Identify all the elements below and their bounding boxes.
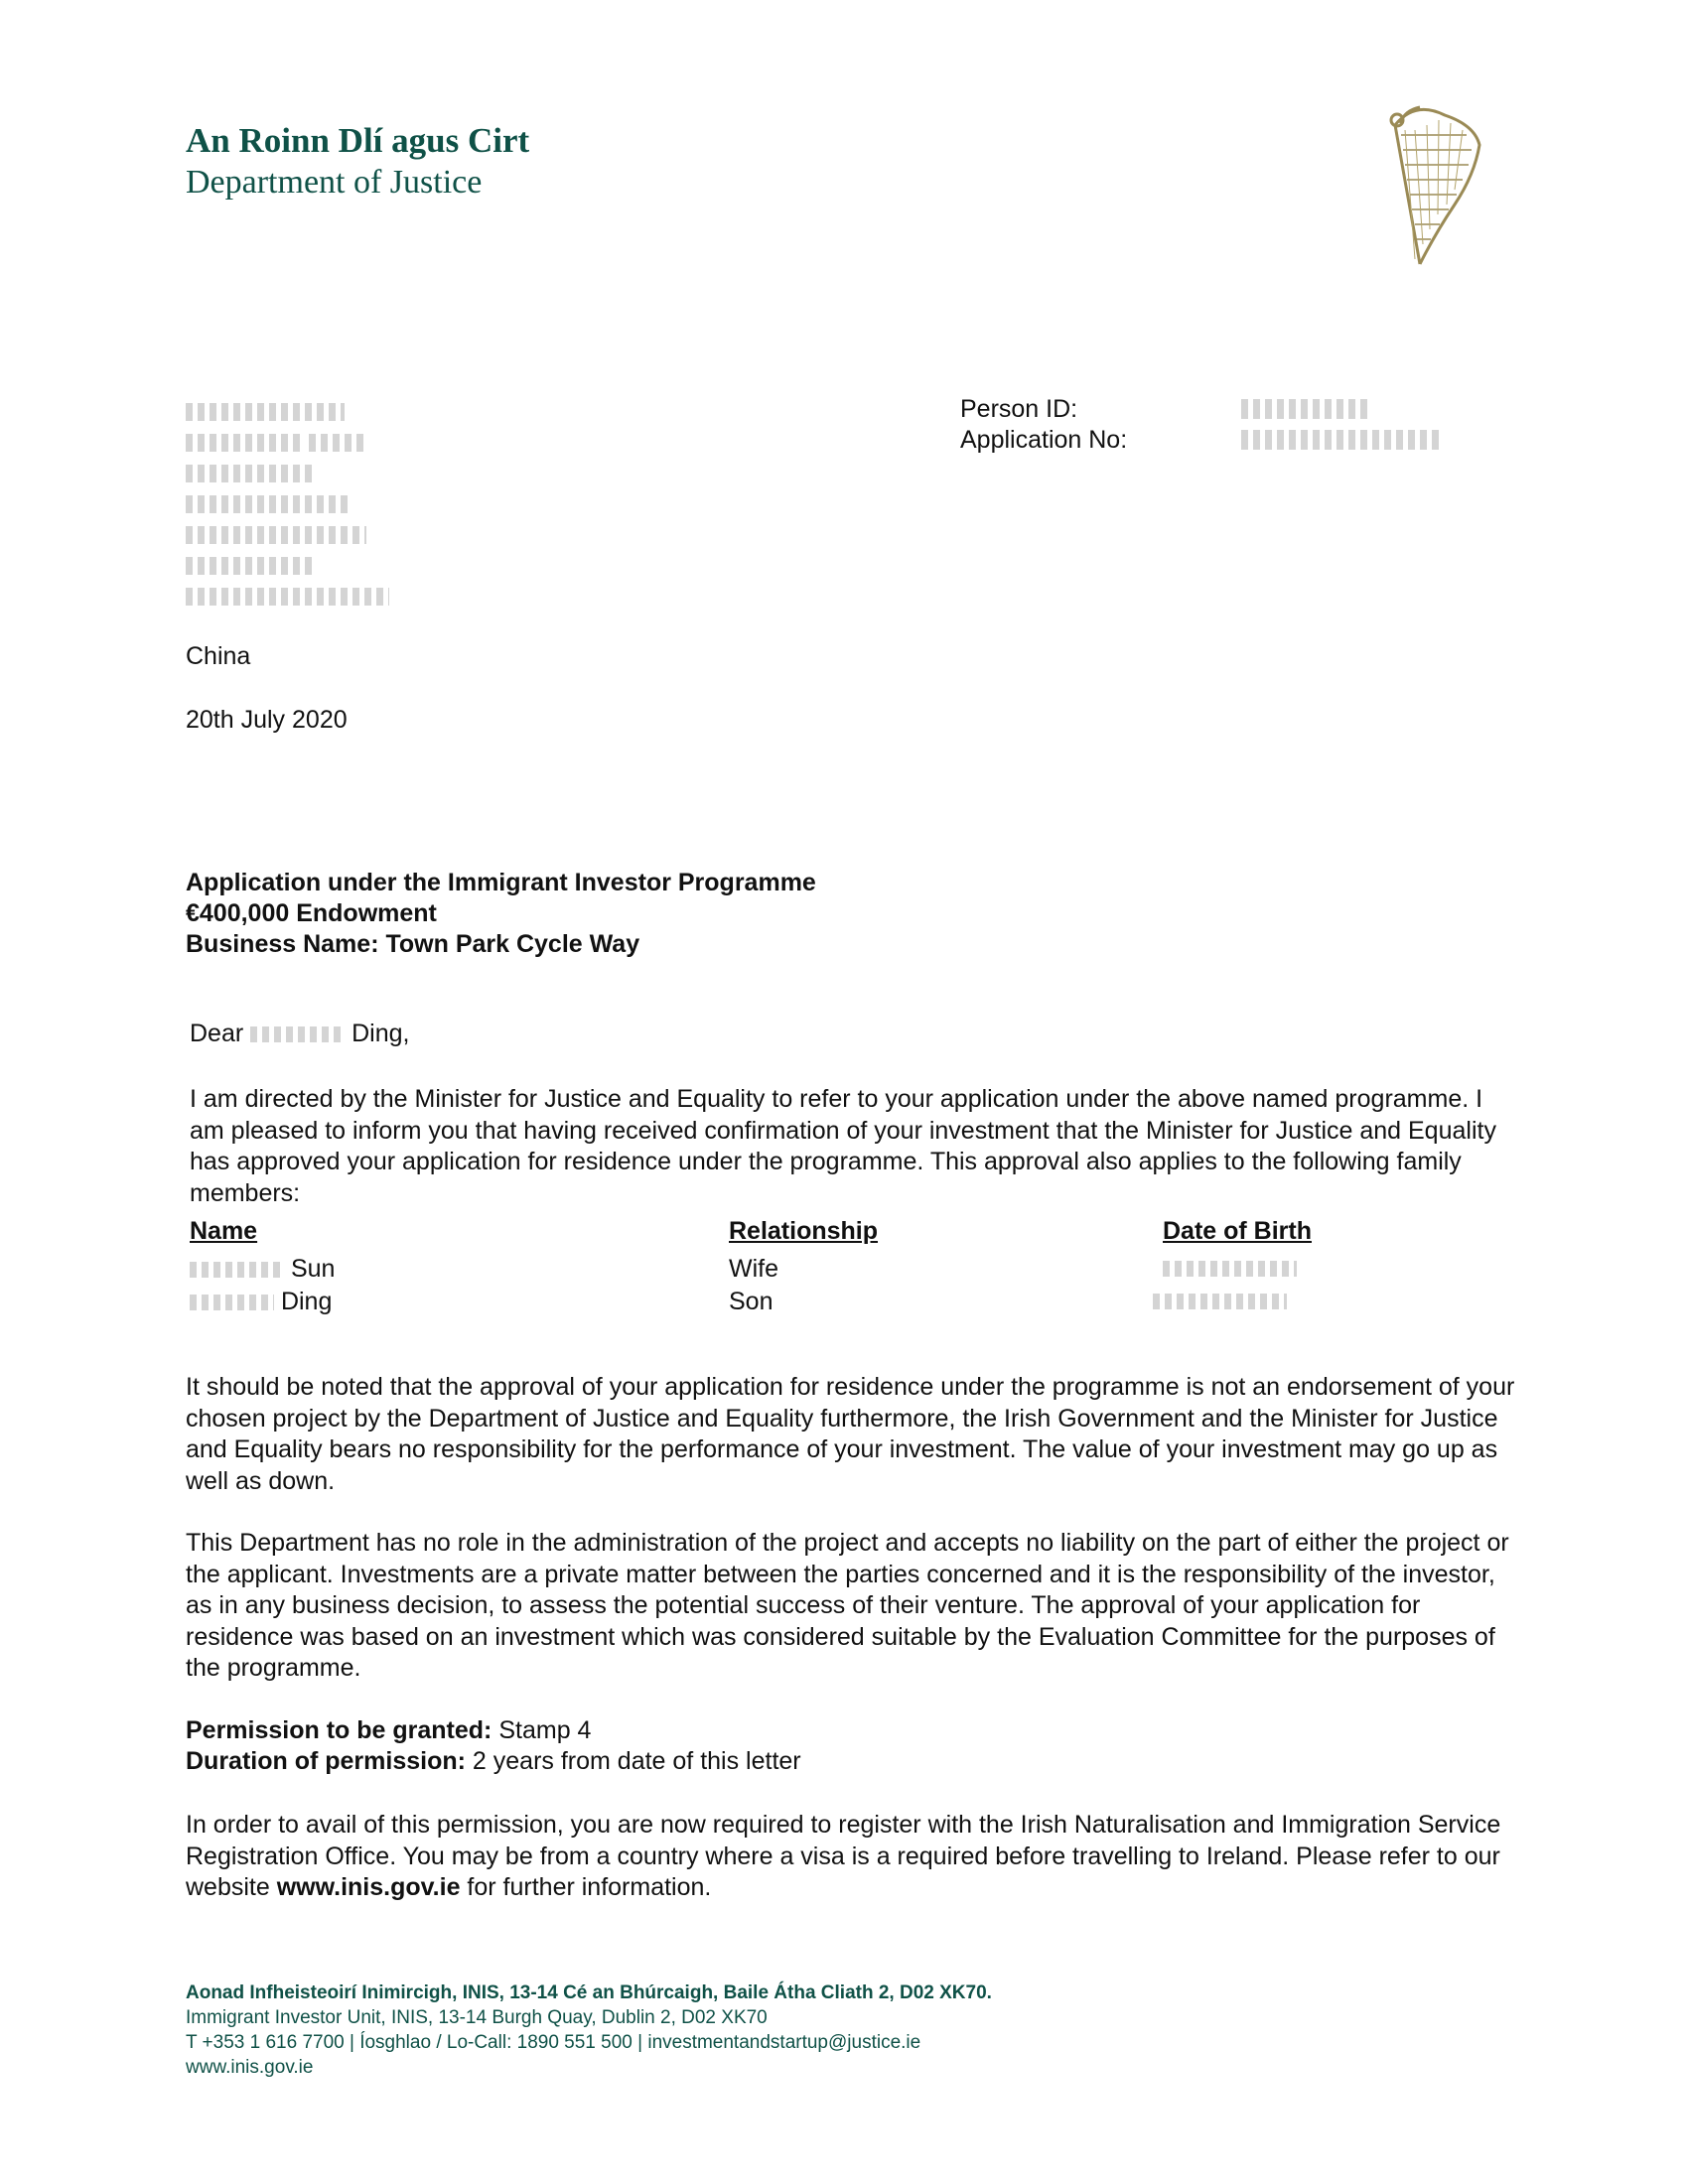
family-member-dob [1153, 1293, 1287, 1310]
registration-text: In order to avail of this permission, you are now required to register with the Irish Naturalisation and Immigration Service Registration Office. You may be from a country where a visa is a required before travelling to Ireland. Please refer to our website [186, 1811, 1501, 1901]
redacted-text [1241, 430, 1440, 450]
redacted-text [1163, 1261, 1297, 1277]
address-country: China [186, 642, 251, 670]
permission-label: Permission to be granted: [186, 1716, 492, 1744]
permission-duration [186, 1746, 801, 1777]
redacted-text [186, 465, 315, 482]
redacted-text [309, 434, 363, 452]
salutation [190, 1019, 409, 1049]
department-name-irish: An Roinn Dlí agus Cirt [186, 121, 530, 160]
column-header-date-of-birth: Date of Birth [1163, 1217, 1312, 1245]
family-member-relationship: Wife [729, 1255, 778, 1283]
person-id-label: Person ID: [960, 395, 1078, 423]
registration-paragraph [186, 1810, 1516, 1904]
duration-value: 2 years from date of this letter [472, 1747, 801, 1775]
permission-value: Stamp 4 [498, 1716, 592, 1744]
application-no-label: Application No: [960, 426, 1128, 454]
column-header-name: Name [190, 1217, 258, 1245]
family-member-dob [1163, 1260, 1297, 1278]
redacted-text [186, 403, 345, 421]
redacted-text [250, 1026, 345, 1042]
person-id-value [1241, 399, 1370, 419]
table-row [190, 1287, 332, 1317]
column-header-relationship: Relationship [729, 1217, 879, 1245]
family-member-name: Ding [280, 1288, 333, 1315]
registration-text-end: for further information. [460, 1873, 712, 1901]
liability-paragraph: This Department has no role in the administration of the project and accepts no liability on the part of either the project or the applicant. Investments are a private matter between the parties concerned and it is the responsibility of the investor, as in any business decision, to assess the potential success of their venture. The approval of your application for residence was based on an investment which was considered suitable by the Evaluation Committee for the purposes of the programme. [186, 1529, 1509, 1682]
family-member-name: Sun [290, 1255, 336, 1283]
recipient-address [186, 397, 424, 613]
redacted-text [190, 1262, 284, 1278]
redacted-text [186, 557, 315, 575]
footer-address-irish: Aonad Infheisteoirí Inimircigh, INIS, 13-14 Cé an Bhúrcaigh, Baile Átha Cliath 2, D02 XK70. [186, 1982, 992, 2003]
disclaimer-paragraph: It should be noted that the approval of your application for residence under the programme is not an endorsement of your chosen project by the Department of Justice and Equality furthermore, the Irish Government and the Minister for Justice and Equality bears no responsibility for the performance of your investment. The value of your investment may go up as well as down. [186, 1373, 1515, 1495]
footer-contact: T +353 1 616 7700 | Íosghlao / Lo-Call: 1890 551 500 | investmentandstartup@justice.ie [186, 2032, 921, 2053]
duration-label: Duration of permission: [186, 1747, 466, 1775]
application-no-value [1241, 430, 1440, 450]
redacted-text [186, 588, 389, 606]
footer-website[interactable]: www.inis.gov.ie [186, 2057, 314, 2078]
salutation-prefix: Dear [190, 1020, 244, 1047]
subject-line-3: Business Name: Town Park Cycle Way [186, 930, 640, 958]
subject-line-2: €400,000 Endowment [186, 899, 437, 927]
subject-line-1: Application under the Immigrant Investor Programme [186, 869, 816, 896]
department-name-english: Department of Justice [186, 164, 483, 201]
salutation-suffix: Ding, [352, 1020, 410, 1047]
family-member-relationship: Son [729, 1288, 774, 1315]
harp-icon [1375, 95, 1484, 269]
table-row [190, 1254, 335, 1285]
website-link[interactable]: www.inis.gov.ie [276, 1873, 461, 1901]
family-members-table [190, 1216, 1381, 1335]
redacted-text [1153, 1294, 1287, 1309]
footer-address-english: Immigrant Investor Unit, INIS, 13-14 Burgh Quay, Dublin 2, D02 XK70 [186, 2007, 768, 2028]
letter-date: 20th July 2020 [186, 706, 348, 734]
redacted-text [1241, 399, 1370, 419]
redacted-text [186, 526, 366, 544]
redacted-text [186, 495, 350, 513]
intro-paragraph: I am directed by the Minister for Justice and Equality to refer to your application under the above named programme. I am pleased to inform you that having received confirmation of your investment that the Minister for Justice and Equality has approved your application for residence under the programme. This approval also applies to the following family members: [190, 1085, 1496, 1207]
redacted-text [190, 1295, 274, 1310]
redacted-text [186, 434, 305, 452]
permission-granted [186, 1715, 591, 1746]
